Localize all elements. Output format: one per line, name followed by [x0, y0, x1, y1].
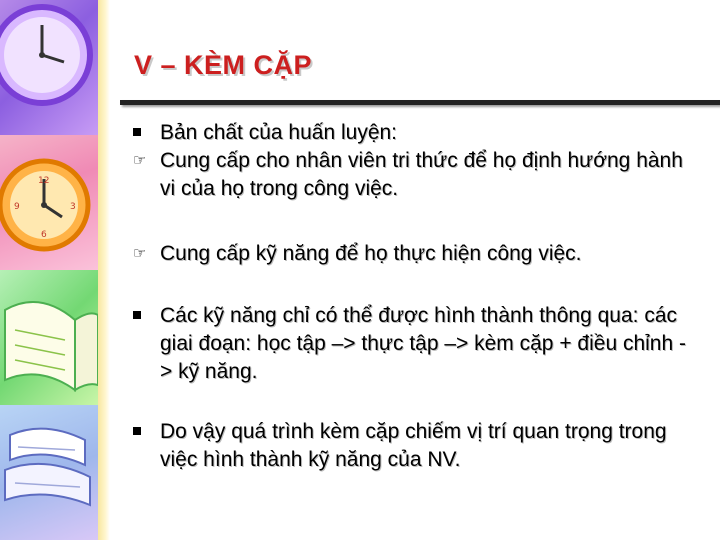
books-stack-icon	[0, 405, 98, 540]
decorative-image-strip	[0, 0, 98, 540]
clock-icon	[0, 0, 98, 135]
alarm-clock-icon	[0, 135, 98, 270]
pointing-hand-icon: ☞	[133, 245, 147, 262]
square-bullet-icon	[133, 119, 153, 147]
square-bullet-icon	[133, 418, 153, 446]
strip-edge-divider	[98, 0, 110, 540]
title-underline	[120, 100, 720, 105]
book-image-blue	[0, 405, 98, 540]
pointing-hand-icon: ☞	[133, 152, 147, 169]
square-bullet-icon	[133, 302, 153, 330]
svg-text:9: 9	[14, 202, 20, 212]
svg-text:6: 6	[41, 230, 47, 240]
bullet-text: Cung cấp cho nhân viên tri thức để họ định hướng hành vi của họ trong công việc.	[160, 149, 683, 200]
book-image-green	[0, 270, 98, 405]
open-book-icon	[0, 270, 98, 405]
bullet-text: Bản chất của huấn luyện:	[160, 121, 398, 144]
bullet-text: Do vậy quá trình kèm cặp chiếm vị trí quan trọng trong việc hình thành kỹ năng của NV.	[160, 420, 667, 471]
bullet-text: Cung cấp kỹ năng để họ thực hiện công việc.	[160, 242, 582, 265]
clock-image-pink	[0, 135, 98, 270]
clock-image-purple	[0, 0, 98, 135]
slide-title: V – KÈM CẶP	[134, 50, 313, 80]
svg-text:12: 12	[38, 176, 50, 186]
svg-text:3: 3	[70, 202, 76, 212]
bullet-text: Các kỹ năng chỉ có thể được hình thành thông qua: các giai đoạn: học tập –> thực tập –> kèm cặp + điều chỉnh - > kỹ năng.	[160, 304, 686, 383]
